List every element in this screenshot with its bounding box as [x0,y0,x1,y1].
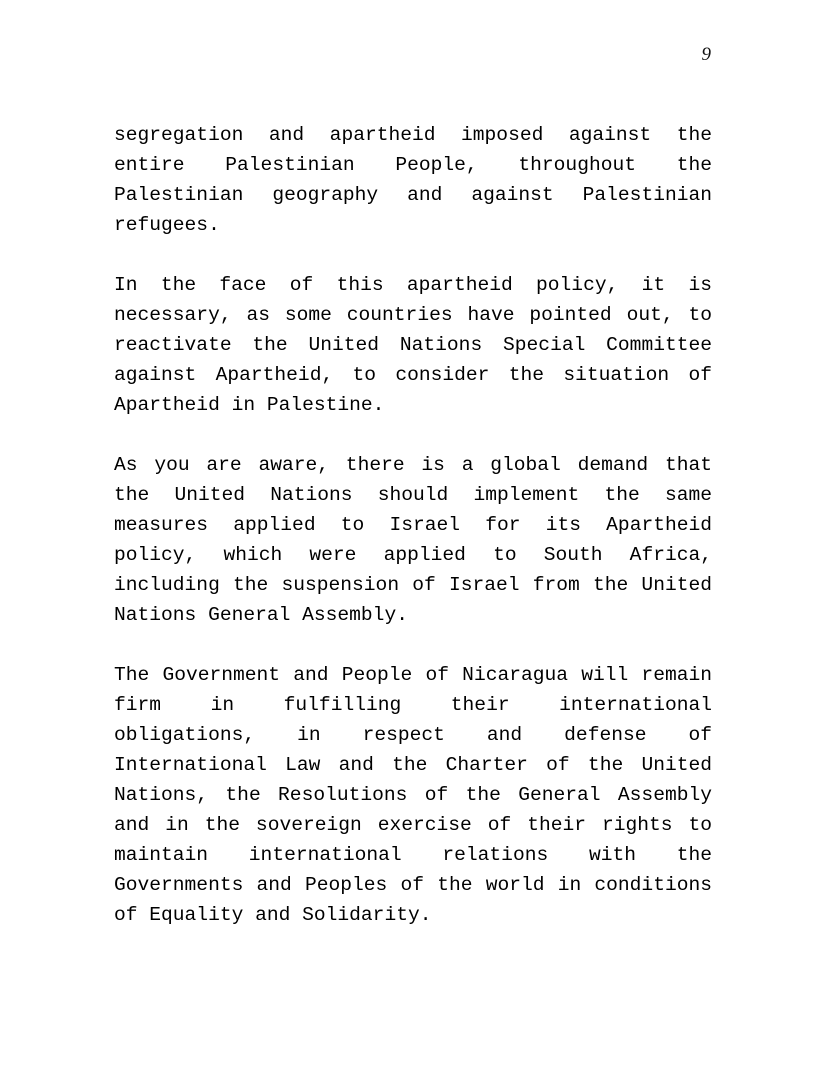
paragraph: segregation and apartheid imposed against the entire Palestinian People, throughout the Palestinian geography and against Palestinian refugees. [114,124,712,236]
page-number: 9 [701,44,711,65]
paragraph: The Government and People of Nicaragua will remain firm in fulfilling their international obligations, in respect and defense of International Law and the Charter of the United Nations, the Resolutions of the General Assembly and in the sovereign exercise of their rights to maintain international relations with the Governments and Peoples of the world in conditions of Equality and Solidarity. [114,664,712,926]
paragraph: As you are aware, there is a global demand that the United Nations should implement the same measures applied to Israel for its Apartheid policy, which were applied to South Africa, including the suspension of Israel from the United Nations General Assembly. [114,454,712,626]
paragraph: In the face of this apartheid policy, it is necessary, as some countries have pointed out, to reactivate the United Nations Special Committee against Apartheid, to consider the situation of Apartheid in Palestine. [114,274,712,416]
document-body [114,120,712,930]
